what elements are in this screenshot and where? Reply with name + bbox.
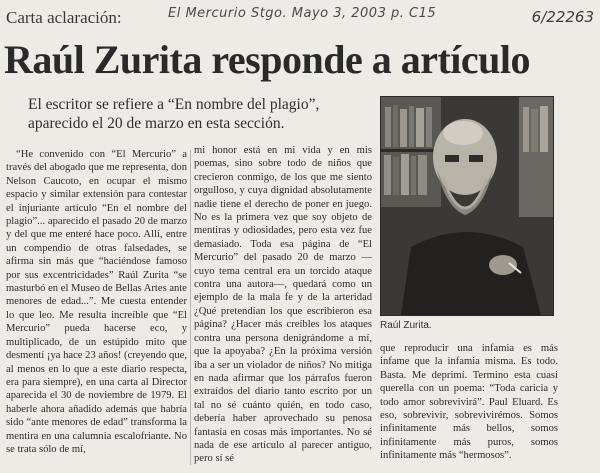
pretitle: Carta aclaración:	[6, 8, 122, 27]
article-text: que reproducir una infamia es más infame que la infamia misma. Es todo. Basta. Me deprimí. Termino esta cuasi querella con un poema: “Toda caricia y todo amor sobrevivirá”. Paul Eluard. Es eso, sobrevivir, sobrevivirémos. Somos infinitamente más bellos, somos infinitamente más puros, somos infinitamente más “hermosos”.	[380, 343, 558, 462]
author-photo	[380, 96, 554, 316]
deck: El escritor se refiere a “En nombre del plagio”, aparecido el 20 de marzo en esta sección.	[28, 96, 320, 132]
headline: Raúl Zurita responde a artículo	[4, 37, 531, 82]
handwritten-note: El Mercurio Stgo. Mayo 3, 2003 p. C15	[168, 6, 437, 21]
archive-stamp: 6/22263	[531, 8, 594, 26]
article-text: “He convenido con “El Mercurio” a través del abogado que me representa, don Nelson Caucoto, en ocupar el mismo espacio y similar extensión para contestar el injuriante artículo “En el nombre del plagio”... aparecido el pasado 20 de marzo y del que me enteré hace poco. Allí, entre un compendio de otras falsedades, se afirma sin más que “haciéndose famoso por sus excentricidades” Raúl Zurita “se masturbó en el Museo de Bellas Artes ante menores de edad...”. Me cuesta entender lo que leo. Me resulta increíble que “El Mercurio” pueda hacerse eco, y multiplicado, de un estúpido mito que desmentí ¡ya hace 23 años! (creyendo que, al menos en lo que a este diario respecta, era para siempre), en una carta al Director aparecida el 30 de noviembre de 1979. El haberle ahora añadido además que habría sido “ante menores de edad” transforma la mentira en una calumnia escalofriante. No se trata sólo de mí,	[6, 149, 187, 455]
portrait-image	[381, 97, 553, 315]
column-divider	[190, 150, 191, 465]
article-column-1	[6, 148, 187, 456]
article-column-3	[380, 342, 558, 463]
article-column-2	[194, 144, 372, 466]
photo-caption: Raúl Zurita.	[380, 320, 432, 331]
article-text: mi honor está en mi vida y en mis poemas, sino sobre todo de niños que crecieron conmigo, de los que me siento orgulloso, y cuya dignidad absolutamente nadie tiene el derecho de poner en juego. No es la primera vez que soy objeto de mentiras y odiosidades, pero esta vez fue demasiado. Toda esa página de “El Mercurio” del pasado 20 de marzo —cuyo tema central era un torcido ataque contra una autora—, quedará como un ejemplo de la mala fe y de la arteridad ¿Qué pretendían los que escribieron esa página? ¿Hacer más creíbles los ataques contra una persona denigrándome a mí, que la apoyaba? ¿En la próxima versión iba a ser un violador de niños? No mitiga en nada afirmar que los párrafos fueron extraídos del diario tanto escrito por un tal no sé cuánto quién, en todo caso, debería haber aprovechado su penosa fantasía en cosas más importantes. No sé nada de ese artículo al parecer antiguo, pero sí sé	[194, 145, 372, 465]
